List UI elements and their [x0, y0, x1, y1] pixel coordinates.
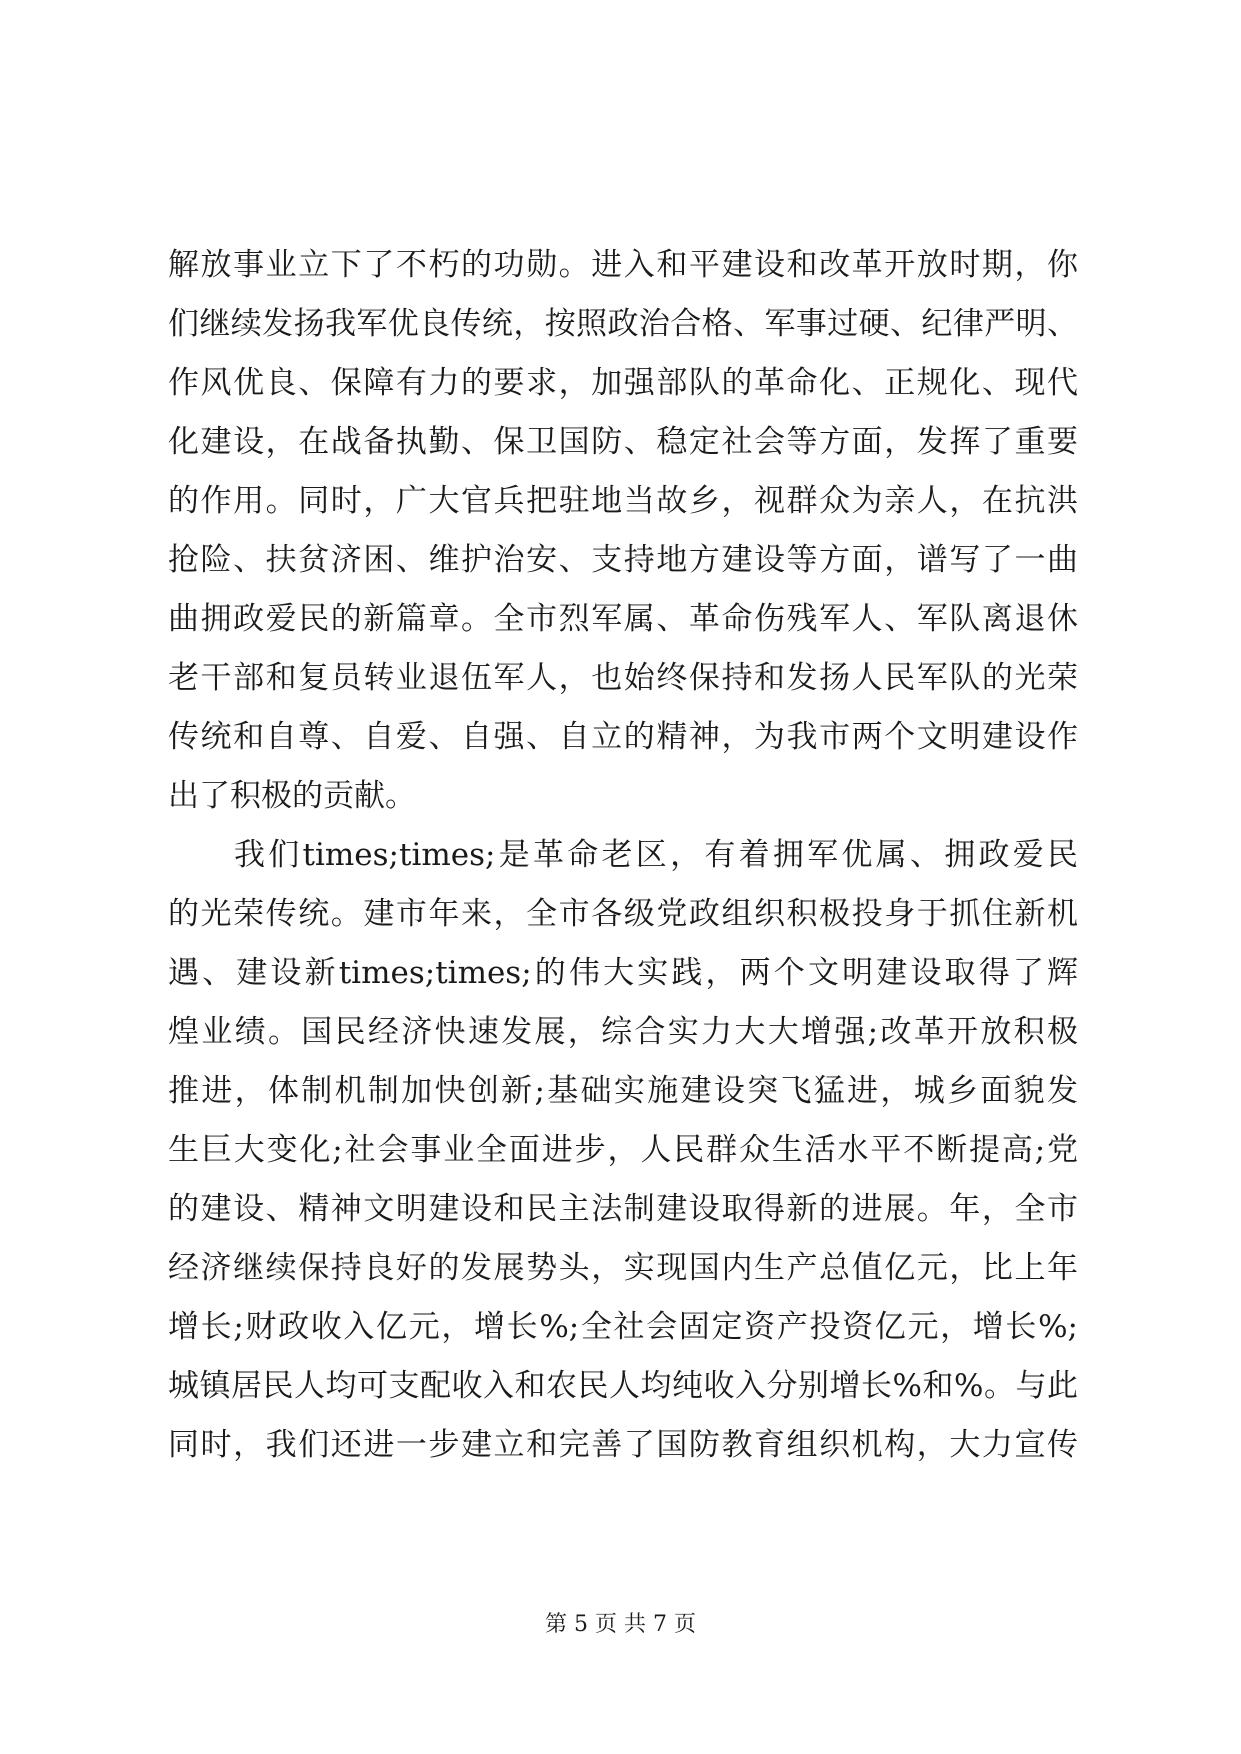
text-line: 出了积极的贡献。 — [168, 778, 416, 814]
text-line: 解放事业立下了不朽的功勋。进入和平建设和改革开放时期，你 — [168, 247, 1078, 283]
text-line: 的作用。同时，广大官兵把驻地当故乡，视群众为亲人，在抗洪 — [168, 483, 1078, 519]
paragraph-1 — [168, 236, 1078, 826]
text-line: 传统和自尊、自爱、自强、自立的精神，为我市两个文明建设作 — [168, 719, 1078, 755]
body-text — [168, 236, 1078, 1475]
page-number-footer: 第 5 页 共 7 页 — [545, 1612, 696, 1637]
text-line: 的光荣传统。建市年来，全市各级党政组织积极投身于抓住新机 — [168, 896, 1078, 932]
paragraph-2 — [168, 826, 1078, 1475]
text-line: 我们times;times;是革命老区，有着拥军优属、拥政爱民 — [234, 837, 1078, 873]
text-line: 同时，我们还进一步建立和完善了国防教育组织机构，大力宣传 — [168, 1427, 1078, 1463]
text-line: 抢险、扶贫济困、维护治安、支持地方建设等方面，谱写了一曲 — [168, 542, 1078, 578]
text-line: 生巨大变化;社会事业全面进步，人民群众生活水平不断提高;党 — [168, 1132, 1078, 1168]
text-line: 们继续发扬我军优良传统，按照政治合格、军事过硬、纪律严明、 — [168, 306, 1078, 342]
text-line: 遇、建设新times;times;的伟大实践，两个文明建设取得了辉 — [168, 955, 1078, 991]
text-line: 作风优良、保障有力的要求，加强部队的革命化、正规化、现代 — [168, 365, 1078, 401]
text-line: 增长;财政收入亿元，增长%;全社会固定资产投资亿元，增长%; — [168, 1309, 1078, 1345]
text-line: 经济继续保持良好的发展势头，实现国内生产总值亿元，比上年 — [168, 1250, 1078, 1286]
text-line: 城镇居民人均可支配收入和农民人均纯收入分别增长%和%。与此 — [168, 1368, 1078, 1404]
text-line: 推进，体制机制加快创新;基础实施建设突飞猛进，城乡面貌发 — [168, 1073, 1078, 1109]
text-line: 曲拥政爱民的新篇章。全市烈军属、革命伤残军人、军队离退休 — [168, 601, 1078, 637]
text-line: 化建设，在战备执勤、保卫国防、稳定社会等方面，发挥了重要 — [168, 424, 1078, 460]
text-line: 老干部和复员转业退伍军人，也始终保持和发扬人民军队的光荣 — [168, 660, 1078, 696]
text-line: 的建设、精神文明建设和民主法制建设取得新的进展。年，全市 — [168, 1191, 1078, 1227]
text-line: 煌业绩。国民经济快速发展，综合实力大大增强;改革开放积极 — [168, 1014, 1078, 1050]
